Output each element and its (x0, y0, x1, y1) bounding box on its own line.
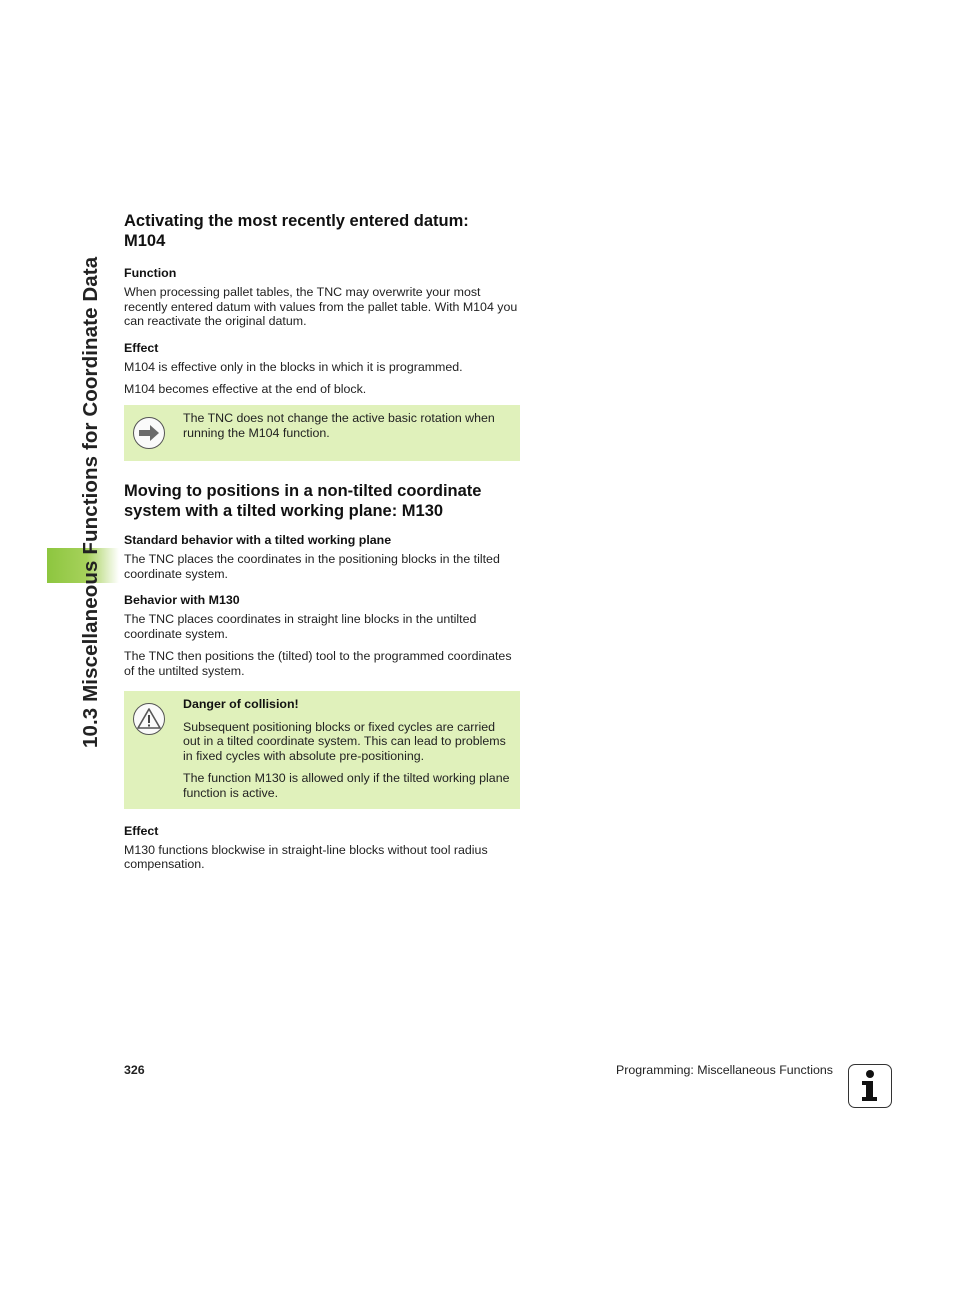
section-heading-m104: Activating the most recently entered datum: M104 (124, 212, 469, 250)
info-icon (848, 1064, 892, 1108)
note-text: The TNC does not change the active basic rotation when running the M104 function. (183, 410, 495, 440)
standard-behavior-heading: Standard behavior with a tilted working plane (124, 532, 392, 547)
function-heading: Function (124, 266, 177, 280)
side-tab (76, 218, 106, 748)
warning-text-2: The function M130 is allowed only if the tilted working plane function is active. (183, 771, 510, 800)
behavior-text-2: The TNC then positions the (tilted) tool to the programmed coordinates of the untilted system. (124, 649, 512, 678)
effect-text-2: M104 becomes effective at the end of block. (124, 382, 367, 397)
standard-behavior-text: The TNC places the coordinates in the positioning blocks in the tilted coordinate system. (124, 551, 500, 581)
warning-box (124, 691, 520, 809)
side-tab-title: 10.3 Miscellaneous Functions for Coordinate Data (79, 256, 102, 748)
warning-text-1: Subsequent positioning blocks or fixed cycles are carried out in a tilted coordinate system. This can lead to problems in fixed cycles with absolute pre-positioning. (183, 719, 506, 763)
effect-heading-m130: Effect (124, 823, 159, 838)
chapter-title: Programming: Miscellaneous Functions (616, 1063, 833, 1077)
page-content (124, 211, 520, 872)
function-text: When processing pallet tables, the TNC may overwrite your most recently entered datum with values from the pallet table. With M104 you can reactivate the original datum. (124, 285, 518, 329)
effect-heading-m104: Effect (124, 340, 159, 355)
section-heading-m130: Moving to positions in a non-tilted coordinate system with a tilted working plane: M130 (124, 481, 482, 520)
warning-triangle-icon (133, 703, 165, 735)
arrow-right-icon (133, 417, 165, 449)
behavior-text-1: The TNC places coordinates in straight line blocks in the untilted coordinate system. (124, 612, 477, 641)
warning-title: Danger of collision! (183, 696, 299, 711)
effect-text-m130: M130 functions blockwise in straight-line blocks without tool radius compensation. (124, 842, 488, 872)
page-number: 326 (124, 1063, 145, 1077)
note-box (124, 405, 520, 461)
behavior-m130-heading: Behavior with M130 (124, 593, 240, 608)
effect-text-1: M104 is effective only in the blocks in which it is programmed. (124, 359, 463, 374)
